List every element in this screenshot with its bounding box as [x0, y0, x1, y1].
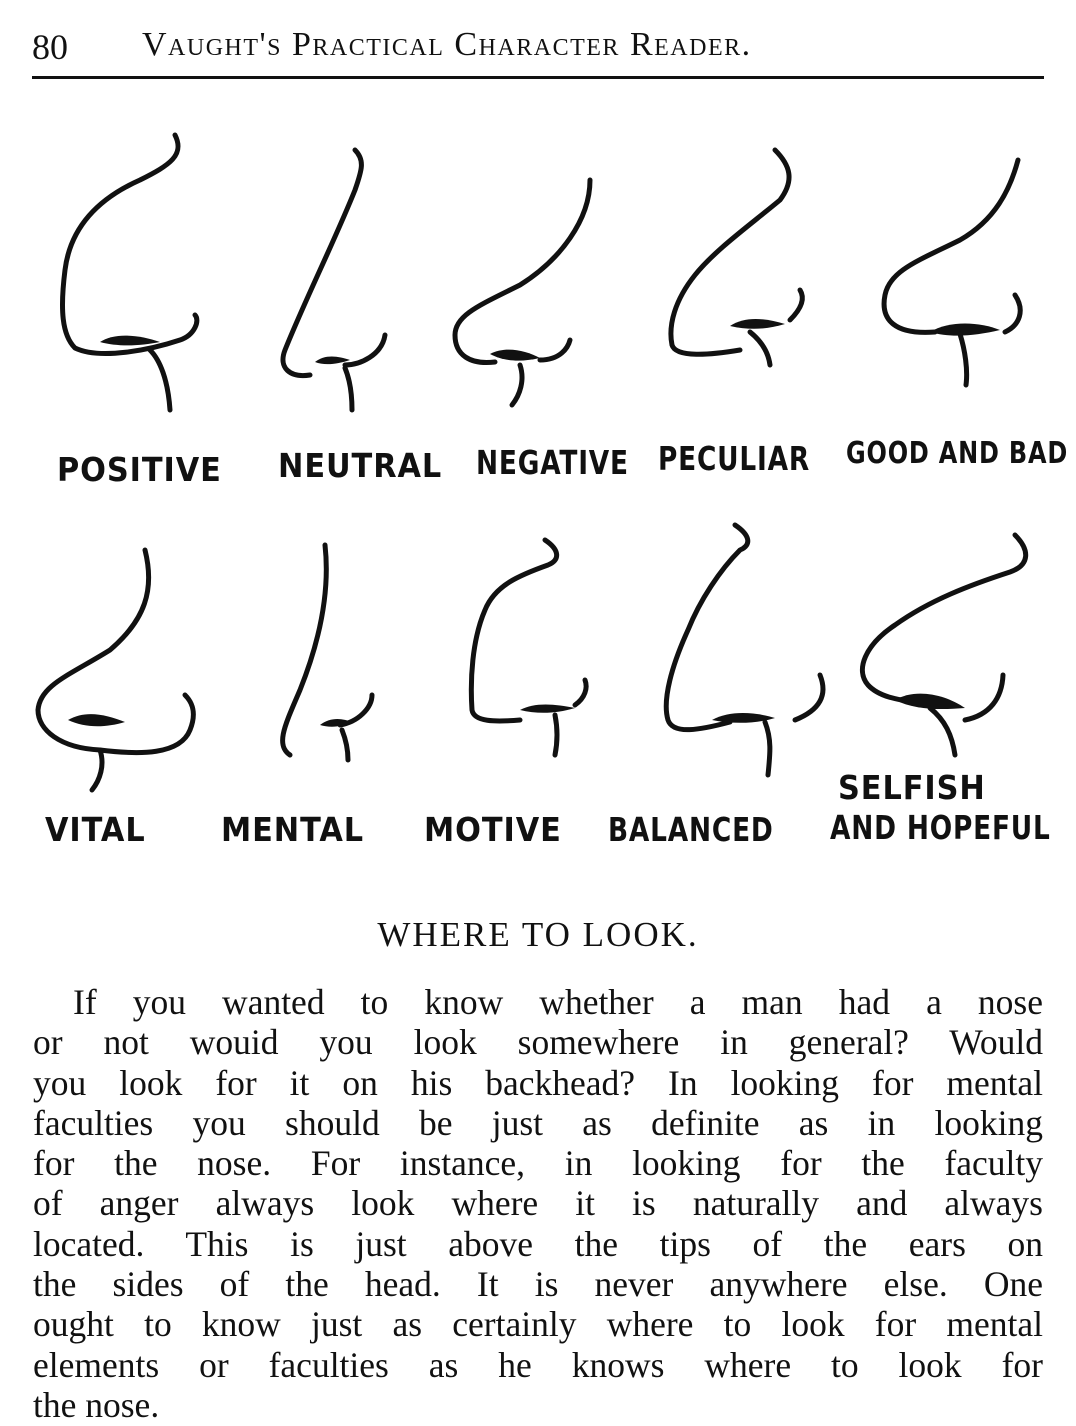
page-header — [32, 22, 1044, 79]
nose-negative-icon — [455, 180, 590, 405]
text-line: the sides of the head. It is never anywhere else. One — [33, 1264, 1043, 1305]
running-title: Vaught's Practical Character Reader. — [142, 26, 752, 63]
text-line: or not wouid you look somewhere in general? Would — [33, 1022, 1043, 1063]
label-neutral: NEUTRAL — [278, 446, 443, 485]
nose-neutral-icon — [283, 150, 385, 410]
nose-vital-icon — [38, 550, 193, 790]
text-line: the nose. — [33, 1384, 160, 1425]
text-line: If you wanted to know whether a man had a nose — [73, 982, 1043, 1022]
label-peculiar: PECULIAR — [658, 439, 810, 478]
nose-motive-icon — [471, 540, 586, 755]
text-line: located. This is just above the tips of the ears on — [33, 1223, 1043, 1264]
label-negative: NEGATIVE — [476, 443, 629, 482]
text-line: ought to know just as certainly where to look for mental — [33, 1304, 1043, 1345]
text-line: you look for it on his backhead? In looking for mental — [33, 1062, 1043, 1103]
section-heading: WHERE TO LOOK. — [377, 915, 699, 954]
label-vital: VITAL — [45, 810, 146, 849]
label-positive: POSITIVE — [57, 450, 222, 489]
body-paragraph — [33, 982, 1043, 1425]
nose-peculiar-icon — [671, 150, 802, 365]
text-line: elements or faculties as he knows where to look for — [33, 1344, 1043, 1385]
nose-selfish-and-hopeful-icon — [862, 535, 1025, 755]
text-line: of anger always look where it is naturally and always — [33, 1183, 1043, 1224]
label-and-hopeful: AND HOPEFUL — [830, 808, 1051, 847]
nose-positive-icon — [62, 135, 196, 410]
label-good-and-bad: GOOD AND BAD — [846, 436, 1069, 471]
page-number: 80 — [32, 27, 68, 67]
nose-drawings — [0, 110, 1076, 870]
text-line: for the nose. For instance, in looking for the faculty — [33, 1143, 1043, 1184]
nose-good-and-bad-icon — [884, 160, 1020, 385]
text-line: faculties you should be just as definite as in looking — [33, 1102, 1043, 1143]
label-balanced: BALANCED — [608, 810, 774, 849]
nose-types-figure — [0, 110, 1076, 870]
nose-balanced-icon — [666, 525, 823, 775]
label-motive: MOTIVE — [424, 810, 562, 849]
nose-mental-icon — [283, 545, 372, 760]
label-selfish: SELFISH — [838, 768, 986, 807]
label-mental: MENTAL — [221, 810, 365, 849]
